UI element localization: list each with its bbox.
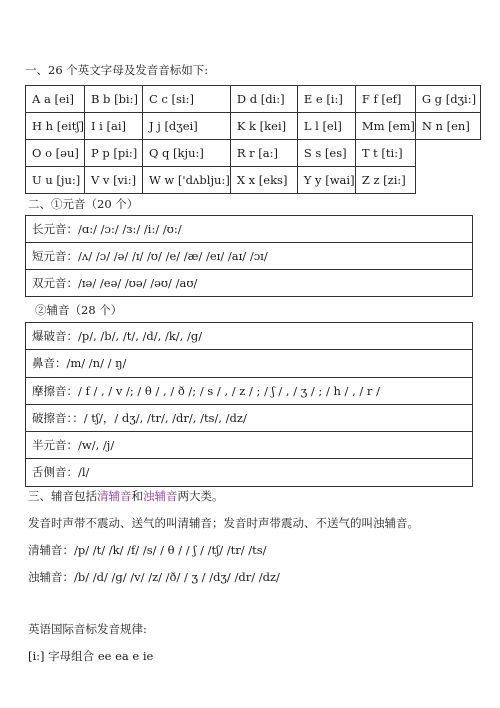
- voiceless-term: 清辅音: [97, 489, 132, 503]
- alphabet-cell: L l [el]: [297, 113, 355, 140]
- section3-prefix: 三、辅音包括: [28, 489, 97, 503]
- voiceless-line: 清辅音：/p/ /t/ /k/ /f/ /s/ / θ / / ʃ / /tʃ/ /tr/ /ts/: [28, 543, 267, 557]
- alphabet-cell: G g [dʒi:]: [415, 86, 480, 113]
- rule-line: [i:] 字母组合 ee ea e ie: [28, 649, 154, 663]
- alphabet-cell: J j [dʒei]: [142, 113, 230, 140]
- alphabet-cell: E e [i:]: [297, 86, 355, 113]
- alphabet-cell: K k [kei]: [230, 113, 297, 140]
- alphabet-cell: B b [bi:]: [84, 86, 142, 113]
- alphabet-cell: U u [ju:]: [26, 167, 85, 194]
- alphabet-cell: F f [ef]: [355, 86, 415, 113]
- alphabet-row: [26, 140, 481, 167]
- vowel-row-short: 短元音：/ʌ/ /ɔ/ /ə/ /ɪ/ /ʊ/ /e/ /æ/ /eɪ/ /aɪ/ /ɔɪ/: [26, 243, 472, 270]
- voiced-term: 浊辅音: [143, 489, 178, 503]
- section3-suffix: 两大类。: [177, 489, 224, 503]
- alphabet-cell: D d [di:]: [230, 86, 297, 113]
- section3-heading: [28, 488, 224, 504]
- vowels-table: [25, 215, 473, 297]
- alphabet-cell-empty: [415, 167, 480, 194]
- alphabet-cell: I i [ai]: [84, 113, 142, 140]
- alphabet-cell: V v [vi:]: [84, 167, 142, 194]
- voiced-line: 浊辅音：/b/ /d/ /g/ /v/ /z/ /ð/ / ʒ / /dʒ/ /dr/ /dz/: [28, 570, 280, 584]
- vowels-heading: 二、①元音（20 个）: [28, 197, 139, 211]
- alphabet-row: [26, 113, 481, 140]
- consonant-row-fricative: 摩擦音：/ f / , / v /; / θ / , / ð /; / s / , / z / ; / ʃ / , / ʒ / ; / h / , / r /: [26, 378, 472, 405]
- alphabet-cell: Q q [kju:]: [142, 140, 230, 167]
- alphabet-table: [25, 85, 481, 194]
- section3-and: 和: [131, 489, 143, 503]
- consonant-row-nasal: 鼻音：/m/ /n/ / ŋ/: [26, 350, 472, 377]
- alphabet-cell: P p [pi:]: [84, 140, 142, 167]
- vowel-row-long: 长元音：/ɑ:/ /ɔ:/ /з:/ /i:/ /ʊ:/: [26, 216, 472, 243]
- alphabet-cell: Y y [wai]: [297, 167, 355, 194]
- alphabet-cell: Mm [em]: [355, 113, 415, 140]
- alphabet-cell: A a [ei]: [26, 86, 85, 113]
- alphabet-cell: R r [a:]: [230, 140, 297, 167]
- alphabet-cell: C c [si:]: [142, 86, 230, 113]
- vowel-row-diphthong: 双元音：/ɪə/ /eə/ /ʊə/ /əʊ/ /aʊ/: [32, 276, 198, 290]
- consonants-table: [25, 322, 473, 487]
- consonant-row-affricate: 破擦音：：/ tʃ/，/ dʒ/, /tr/, /dr/, /ts/, /dz/: [26, 405, 472, 432]
- alphabet-cell: X x [eks]: [230, 167, 297, 194]
- alphabet-cell-empty: [415, 140, 480, 167]
- alphabet-cell: H h [eitʃ]: [26, 113, 85, 140]
- alphabet-heading: 一、26 个英文字母及发音音标如下:: [25, 63, 209, 77]
- alphabet-cell: T t [ti:]: [355, 140, 415, 167]
- alphabet-row: [26, 86, 481, 113]
- rules-heading: 英语国际音标发音规律:: [28, 622, 147, 636]
- alphabet-cell: Z z [zi:]: [355, 167, 415, 194]
- alphabet-row: [26, 167, 481, 194]
- consonant-row-lateral: 舌侧音：/l/: [32, 465, 90, 480]
- alphabet-cell: N n [en]: [415, 113, 480, 140]
- alphabet-cell: O o [əu]: [26, 140, 85, 167]
- definition-text: 发音时声带不震动、送气的叫清辅音；发音时声带震动、不送气的叫浊辅音。: [28, 516, 419, 530]
- alphabet-cell: W w ['dʌblju:]: [142, 167, 230, 194]
- alphabet-cell: S s [es]: [297, 140, 355, 167]
- consonant-row-plosive: 爆破音：/p/, /b/, /t/, /d/, /k/, /g/: [26, 323, 472, 350]
- consonant-row-semivowel: 半元音：/w/, /j/: [26, 432, 472, 459]
- consonants-heading: ②辅音（28 个）: [35, 303, 123, 317]
